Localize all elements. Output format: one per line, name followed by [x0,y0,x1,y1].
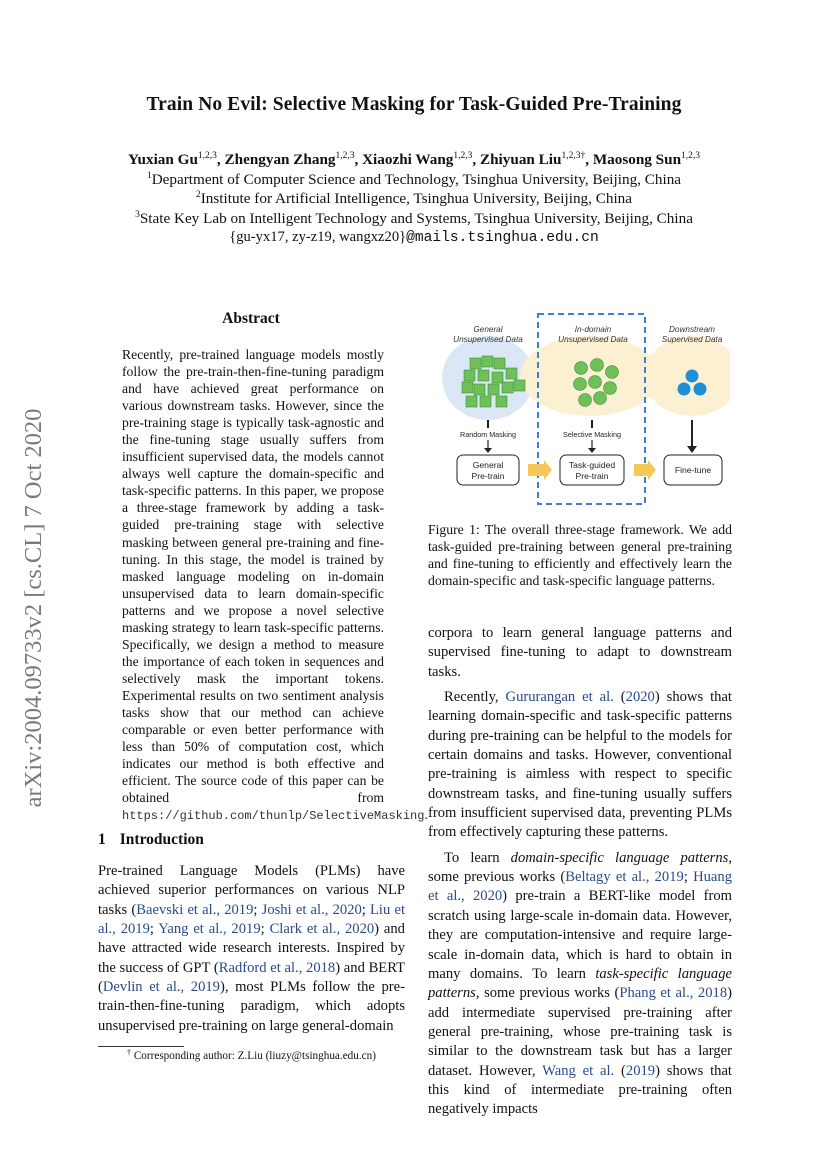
label-downstream-2: Supervised Data [661,335,723,344]
arrow-indomain-head [588,448,596,453]
citation-link[interactable]: 2019 [625,1062,656,1079]
body-text: ; [149,921,159,938]
footnote-text: Corresponding author: Z.Liu (liuzy@tsinghua.edu.cn) [133,1050,376,1062]
citation-link[interactable]: Radford et al., 2018 [218,959,336,976]
arxiv-identifier-text: arXiv:2004.09733v2 [cs.CL] 7 Oct 2020 [20,408,47,807]
selective-masking-label: Selective Masking [563,430,621,439]
label-general-2: Unsupervised Data [453,335,523,344]
emphasis-text: domain-specific language patterns [510,849,729,866]
affiliation-1 [0,170,828,190]
downstream-token-circle [694,383,707,396]
section-number: 1 [98,831,106,848]
indomain-token-circle [589,376,602,389]
author-name: Zhiyuan Liu [479,151,562,168]
general-token-square [502,382,513,393]
body-text: Recently, [444,689,506,706]
footnote-rule [98,1046,184,1047]
general-pretrain-line-2: Pre-train [471,471,505,481]
body-text: ) shows that this kind of intermediate pre-training often negatively impacts [428,1062,732,1118]
affiliation-3-text: State Key Lab on Intelligent Technology and Systems, Tsinghua University, Beijing, China [139,209,693,227]
general-token-square [514,380,525,391]
citation-link[interactable]: Beltagy et al., 2019 [565,869,684,886]
general-token-square [474,384,485,395]
author-name: Maosong Sun [592,151,682,168]
body-text: ; [253,901,262,918]
body-text: ) and BERT ( [98,959,405,996]
body-text: ) shows that learning domain-specific and task-specific patterns during pre-training can be helpful to the models for certain domains and tasks. However, conventional pre-training is aimless with respect to specific downstream tasks, and fine-tuning usually suffers from insufficient supervised data, preventing PLMs from effectively capturing these patterns. [428,689,732,841]
email-domain: @mails.tsinghua.edu.cn [406,230,599,247]
intro-paragraph-3 [428,849,732,1120]
figure-1-caption: Figure 1: The overall three-stage framework. We add task-guided pre-training between general pre-training and fine-tuning to efficiently and effectively learn the domain-specific and task-specific language patterns. [428,522,732,589]
abstract-end: . [424,807,428,823]
section-heading-introduction [98,831,204,849]
yellow-arrow-1 [528,460,552,480]
indomain-token-circle [594,392,607,405]
indomain-token-circle [575,362,588,375]
indomain-token-circle [591,359,604,372]
affiliation-3-sup: 3 [135,209,140,220]
emphasis-text: task-specific language patterns [428,965,732,1002]
downstream-token-circle [686,370,699,383]
general-token-square [506,368,517,379]
label-indomain-2: Unsupervised Data [558,335,628,344]
downstream-token-circle [678,383,691,396]
footnote-marker: † [127,1048,132,1057]
citation-link[interactable]: Phang et al., 2018 [619,985,728,1002]
label-indomain-1: In-domain [574,325,612,334]
task-guided-pretrain-line-1: Task-guided [568,460,616,470]
body-text: , some previous works ( [428,849,732,886]
citation-link[interactable]: Wang et al. [542,1062,615,1079]
affiliation-2 [0,189,828,209]
email-users: {gu-yx17, zy-z19, wangxz20} [229,229,407,246]
indomain-token-circle [579,394,592,407]
general-pretrain-line-1: General [472,460,504,470]
figure-1 [440,312,730,512]
abstract-body [122,346,428,825]
citation-link[interactable]: Devlin et al., 2019 [102,979,220,996]
indomain-token-circle [574,378,587,391]
general-token-square [496,396,507,407]
intro-paragraph-1 [98,862,405,1036]
general-token-square [466,396,477,407]
author-emails[interactable] [0,228,828,249]
body-text: ; [683,869,694,886]
figure-1-diagram [440,312,730,512]
author-affiliation-sup: 1,2,3 [335,151,355,161]
indomain-token-circle [604,382,617,395]
affiliation-1-sup: 1 [146,170,152,181]
citation-link[interactable]: Clark et al., 2020 [269,921,375,938]
footnote [98,1050,405,1062]
source-code-link[interactable]: https://github.com/thunlp/SelectiveMasking [122,809,425,824]
body-text: ; [361,901,371,918]
general-token-square [492,372,503,383]
citation-link[interactable]: 2020 [625,689,655,706]
body-text: ), most PLMs follow the pre-train-then-fine-tuning paradigm, which adopts unsupervised pre-training on large general-domain [98,979,405,1034]
affiliation-2-text: Institute for Artificial Intelligence, Tsinghua University, Beijing, China [200,190,633,208]
abstract-heading: Abstract [222,310,280,327]
citation-link[interactable]: Joshi et al., 2020 [261,901,362,918]
general-token-square [488,384,499,395]
abstract-text: Recently, pre-trained language models mostly follow the pre-train-then-fine-tuning paradigm and have achieved great performance on various downstream tasks. However, since the pre-training stage is typically task-agnostic and the fine-tuning stage usually suffers from insufficient supervised data, the models cannot always well capture the domain-specific and task-specific patterns. In this paper, we propose a three-stage framework by adding a task-guided pre-training stage with selective masking between general pre-training and fine-tuning. In this stage, the model is trained by masked language modeling on in-domain unsupervised data to learn domain-specific patterns and we propose a novel selective masking strategy to learn task-specific patterns. Specifically, we design a method to measure the importance of each token in sequences and selectively mask the important tokens. Experimental results on two sentiment analysis tasks show that our method can achieve comparable or even better performance with less than 50% of computation cost, which indicates our method is both effective and efficient. The source code of this paper can be obtained from [122,347,384,806]
body-text: ; [260,921,270,938]
general-token-square [482,356,493,367]
body-text: ) and have attracted wide research interests. Inspired by the success of GPT ( [98,921,405,976]
task-guided-pretrain-line-2: Pre-train [575,471,609,481]
author-name: Zhengyan Zhang [224,151,336,168]
general-token-square [470,358,481,369]
general-token-square [464,370,475,381]
author-affiliation-sup: 1,2,3† [561,151,586,161]
arrow-general-head [484,448,492,453]
arrow-downstream-head [687,446,697,453]
body-text: , some previous works ( [475,985,620,1002]
author-affiliation-sup: 1,2,3 [681,151,701,161]
fine-tune-label: Fine-tune [674,465,712,475]
citation-link[interactable]: Yang et al., 2019 [158,921,261,938]
citation-link[interactable]: Huang et al., 2020 [428,869,732,905]
general-token-square [462,382,473,393]
body-text: To learn [444,849,511,866]
intro-paragraph-2 [428,688,732,843]
affiliation-2-sup: 2 [195,190,201,201]
body-text: ) add intermediate supervised pre-training after general pre-training, whose pre-training task is similar to the downstream task but has a larger dataset. However, [428,985,732,1079]
random-masking-label: Random Masking [460,430,516,439]
author-name: Xiaozhi Wang [362,151,454,168]
label-downstream-1: Downstream [669,325,715,334]
left-column-text [98,862,405,1036]
body-text: ( [613,689,626,706]
author-block [0,150,828,249]
section-title: Introduction [119,831,204,848]
paper-title: Train No Evil: Selective Masking for Task-Guided Pre-Training [146,94,682,115]
citation-link[interactable]: Gururangan et al. [505,689,614,706]
arxiv-identifier [12,370,56,845]
affiliation-3 [0,209,828,229]
general-token-square [494,358,505,369]
label-general-1: General [473,325,503,334]
affiliation-1-text: Department of Computer Science and Technology, Tsinghua University, Beijing, China [151,170,682,188]
citation-link[interactable]: Liu et al., 2019 [98,901,406,938]
author-name: Yuxian Gu [127,151,198,168]
author-names: Yuxian Gu$^{1,2,3}$, Zhengyan Zhang$^{1,2,3}$, Xiaozhi Wang$^{1,2,3}$, Zhiyuan Liu$^{1,2,3\dagger}$, Maosong Sun$^{1,2,3}$ [127,151,701,168]
author-affiliation-sup: 1,2,3 [453,151,473,161]
indomain-token-circle [606,366,619,379]
body-text: ( [614,1062,626,1079]
general-token-square [480,396,491,407]
general-token-square [478,370,489,381]
citation-link[interactable]: Baevski et al., 2019 [136,901,254,918]
right-column-text [428,624,732,1120]
intro-paragraph-1-continued: corpora to learn general language patterns and supervised fine-tuning to adapt to downstream tasks. [428,625,732,680]
body-text: Pre-trained Language Models (PLMs) have achieved superior performances on various NLP tasks ( [98,863,405,918]
author-affiliation-sup: 1,2,3 [197,151,217,161]
body-text: ) pre-train a BERT-like model from scratch using large-scale in-domain data. However, they are computation-intensive and require large-scale in-domain data, which is hard to obtain in many domains. To learn [428,888,732,982]
